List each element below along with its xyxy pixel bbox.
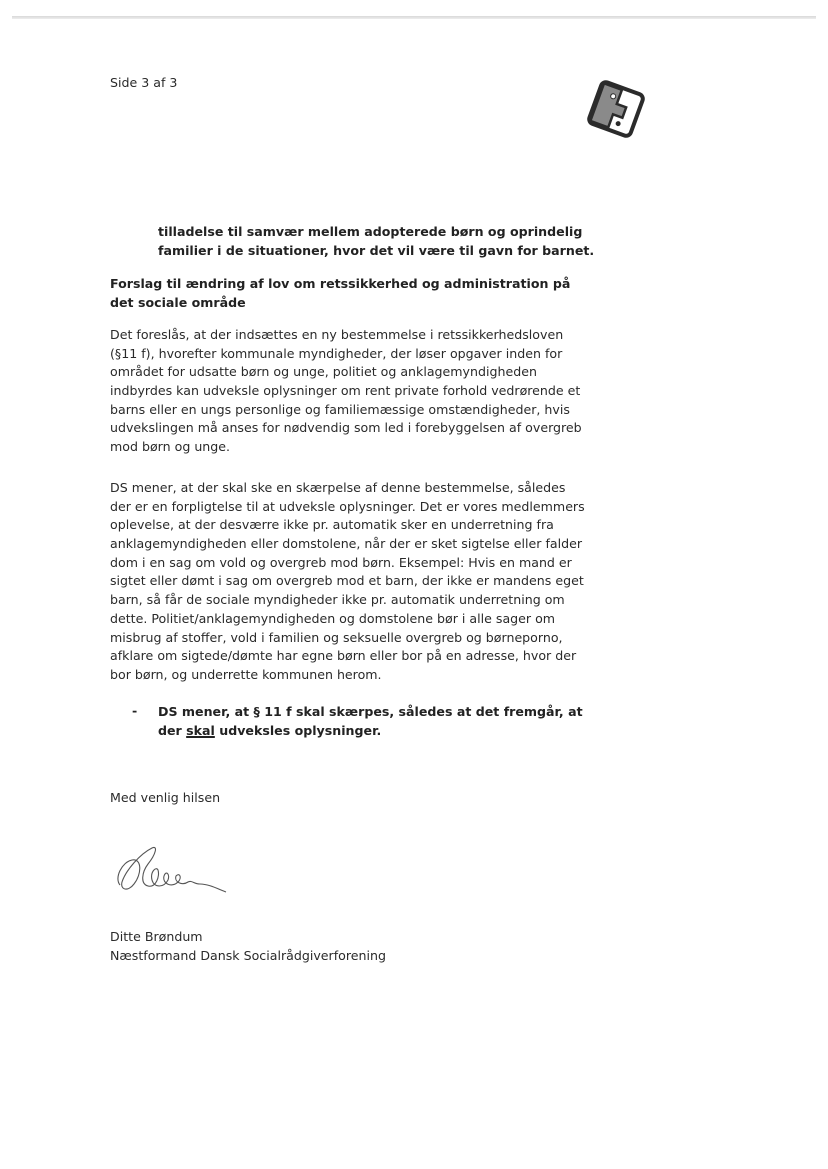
signer-title: Næstformand Dansk Socialrådgiverforening [110,947,386,963]
text-line: det sociale område [110,294,246,310]
text-line: (§11 f), hvorefter kommunale myndigheder, der løser opgaver inden for [110,345,563,361]
text-line: tilladelse til samvær mellem adopterede børn og oprindelig [158,224,583,239]
text-line: området for udsatte børn og unge, politiet og anklagemyndigheden [110,364,537,380]
text-line: DS mener, at der skal ske en skærpelse af denne bestemmelse, således [110,480,566,495]
paragraph-proposal [110,326,582,457]
text-line: der er en forpligtelse til at udveksle oplysninger. Det er vores medlemmers [110,498,585,514]
closing-greeting: Med venlig hilsen [110,790,221,805]
signer-block [110,928,386,965]
signer-name: Ditte Brøndum [110,929,203,944]
intro-paragraph [158,223,594,260]
text-line: barns eller en ungs personlige og familiemæssige omstændigheder, hvis [110,401,570,417]
page-number: Side 3 af 3 [110,75,178,90]
text-line: misbrug af stoffer, vold i familien og seksuelle overgreb og børneporno, [110,629,563,645]
text-line: anklagemyndigheden eller domstolene, når der er sket sigtelse eller falder [110,536,583,552]
paragraph-ds-opinion [110,479,585,685]
section-heading [110,275,570,312]
text-line: barn, så får de sociale myndigheder ikke pr. automatik underretning om [110,592,565,608]
text-line: sigtet eller dømt i sag om overgreb mod et barn, der ikke er mandens eget [110,573,584,589]
text-line: Det foreslås, at der indsættes en ny bestemmelse i retssikkerhedsloven [110,327,564,342]
bullet-line [158,722,583,741]
text-line: dette. Politiet/anklagemyndigheden og domstolene bør i alle sager om [110,610,556,626]
bullet-line: DS mener, at § 11 f skal skærpes, således at det fremgår, at [158,704,583,719]
bullet-recommendation [132,703,583,740]
text: der [158,722,187,738]
scan-edge [12,16,816,19]
underlined-emphasis: skal [186,722,215,738]
text: udveksles oplysninger. [214,722,382,738]
organization-logo [585,78,647,143]
text-line: familier i de situationer, hvor det vil være til gavn for barnet. [158,242,595,258]
text-line: afklare om sigtede/dømte har egne børn eller bor på en adresse, hvor der [110,648,577,664]
text-line: oplevelse, at der desværre ikke pr. automatik sker en underretning fra [110,517,554,533]
text-line: Forslag til ændring af lov om retssikkerhed og administration på [110,276,571,291]
text-line: indbyrdes kan udveksle oplysninger om rent private forhold vedrørende et [110,383,581,399]
text-line: udvekslingen må anses for nødvendig som led i forebyggelsen af overgreb [110,420,582,436]
handwritten-signature [112,840,232,903]
text-line: mod børn og unge. [110,439,231,455]
text-line: bor børn, og underrette kommunen herom. [110,666,382,682]
text-line: dom i en sag om vold og overgreb mod børn. Eksempel: Hvis en mand er [110,554,572,570]
bullet-dash: - [132,703,138,718]
